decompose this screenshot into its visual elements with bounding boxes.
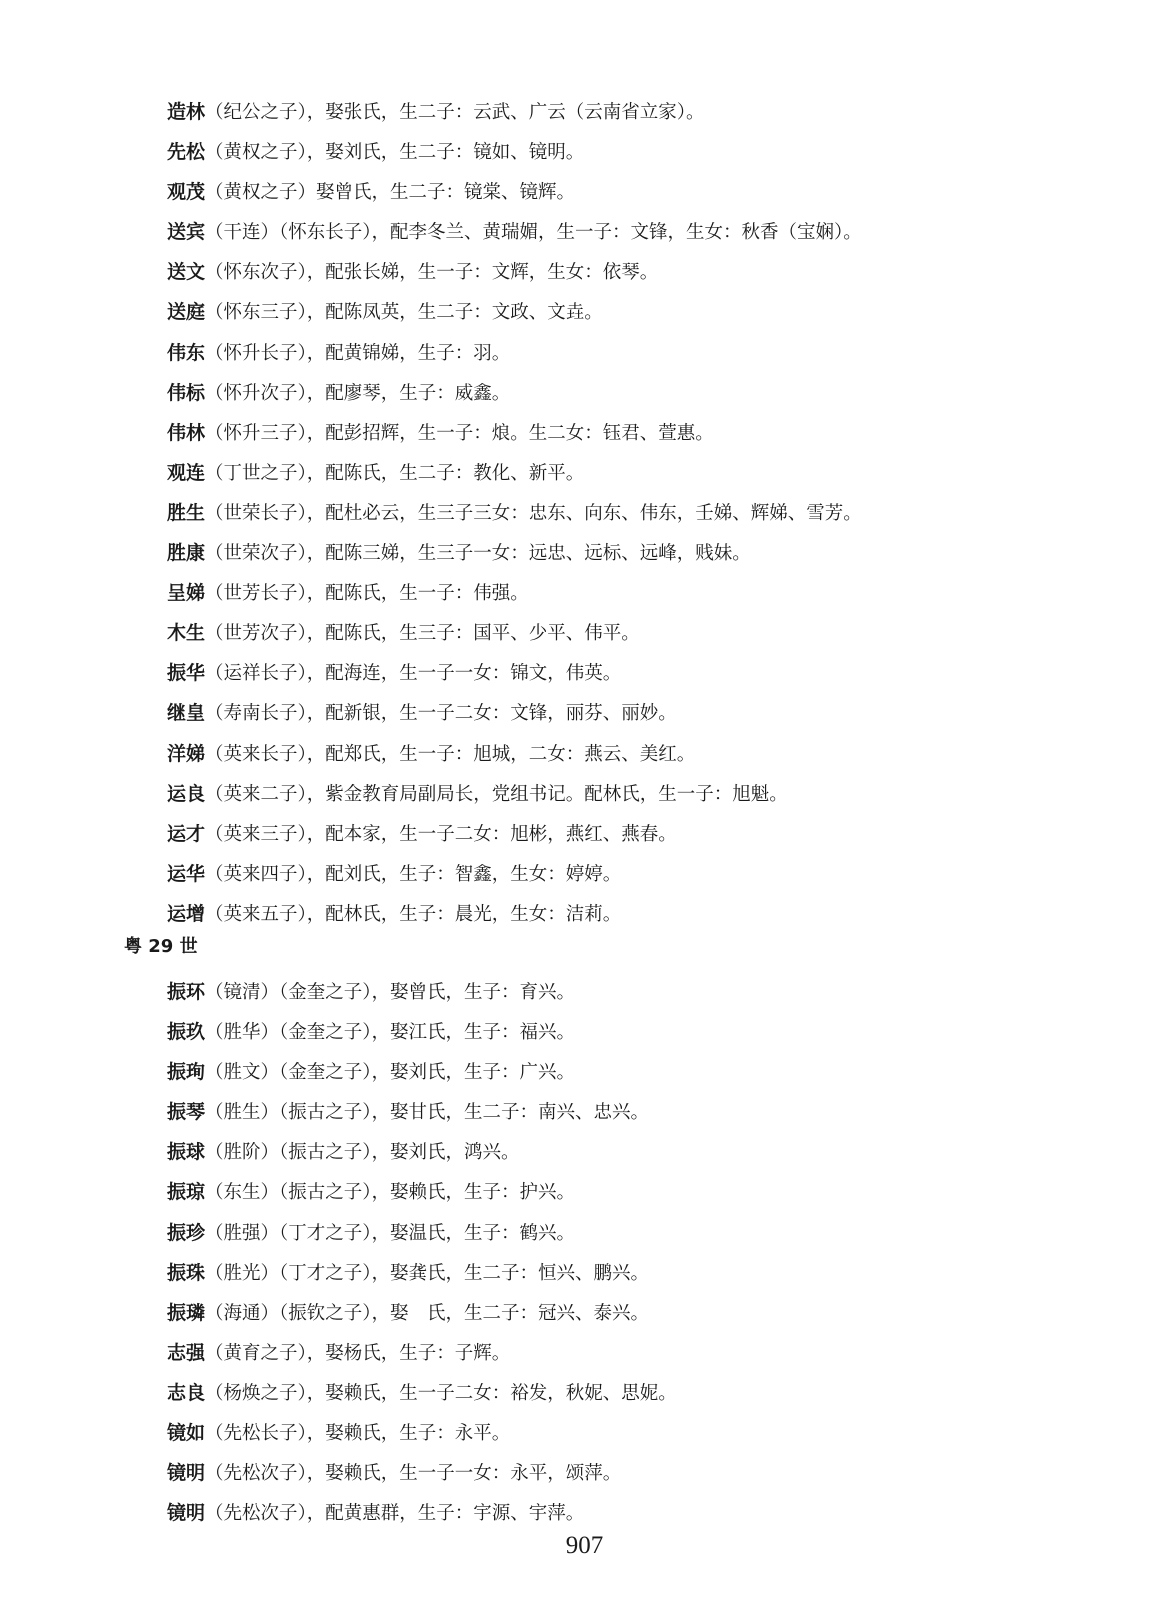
entry-text: （英来五子），配林氏，生子：晨光，生女：洁莉。 [205, 903, 622, 925]
entry-name: 伟林 [167, 421, 206, 444]
entry-text: （英来四子），配刘氏，生子：智鑫，生女：婷婷。 [205, 863, 622, 885]
entry-text: （世芳长子），配陈氏，生一子：伟强。 [205, 583, 529, 605]
entry-name: 振环 [167, 981, 206, 1003]
genealogy-entry [167, 453, 1127, 493]
genealogy-entry [167, 533, 1127, 573]
entry-text: （镜清）（金奎之子），娶曾氏，生子：育兴。 [205, 982, 576, 1003]
entry-text: （先松次子），娶赖氏，生一子一女：永平，颂萍。 [205, 1463, 622, 1485]
genealogy-entry [167, 573, 1127, 613]
entry-name: 振珣 [167, 1061, 206, 1084]
entry-name: 伟标 [167, 381, 206, 404]
entry-text: （东生）（振古之子），娶赖氏，生子：护兴。 [205, 1182, 576, 1204]
entry-name: 木生 [167, 622, 206, 645]
genealogy-entry [167, 1213, 1127, 1253]
entry-name: 送宾 [167, 221, 206, 244]
generation-heading: 粤 29 世 [124, 936, 198, 957]
entry-text: （黄权之子）娶曾氏，生二子：镜棠、镜辉。 [205, 182, 576, 204]
genealogy-entry [167, 252, 1127, 292]
entry-text: （黄育之子），娶杨氏，生子：子辉。 [205, 1342, 511, 1364]
entry-text: （胜光）（丁才之子），娶龚氏，生二子：恒兴、鹏兴。 [205, 1262, 650, 1284]
genealogy-entry [167, 1333, 1127, 1373]
entry-name: 镜明 [167, 1462, 206, 1485]
entry-text: （世荣次子），配陈三娣，生三子一女：远忠、远标、远峰，贱妹。 [205, 543, 751, 565]
entry-text: （英来二子），紫金教育局副局长，党组书记。配林氏，生一子：旭魁。 [205, 783, 788, 805]
entry-name: 振玖 [167, 1021, 206, 1044]
entry-name: 胜生 [167, 501, 206, 524]
genealogy-entry [167, 413, 1127, 453]
entry-text: （怀升三子），配彭招辉，生一子：烺。生二女：钰君、萱惠。 [205, 422, 714, 444]
entry-name: 胜康 [167, 542, 206, 565]
genealogy-entry [167, 493, 1127, 533]
genealogy-entry [167, 1293, 1127, 1333]
genealogy-entry [167, 1172, 1127, 1212]
entry-text: （运祥长子），配海连，生一子一女：锦文，伟英。 [205, 663, 622, 685]
entry-name: 观茂 [167, 181, 206, 204]
entry-name: 振球 [167, 1141, 206, 1164]
genealogy-entry [167, 212, 1127, 252]
genealogy-entry [167, 1373, 1127, 1413]
entry-name: 洋娣 [167, 742, 206, 765]
entry-name: 振华 [167, 662, 206, 685]
genealogy-entry [167, 132, 1127, 172]
entry-name: 振珍 [167, 1221, 206, 1244]
genealogy-entry [167, 92, 1127, 132]
entry-name: 造林 [167, 101, 206, 123]
genealogy-entry [167, 1012, 1127, 1052]
entry-name: 先松 [167, 141, 206, 164]
genealogy-entry [167, 333, 1127, 373]
genealogy-entry [167, 172, 1127, 212]
genealogy-entry [167, 1253, 1127, 1293]
genealogy-entry [167, 854, 1127, 894]
genealogy-entry [167, 1453, 1127, 1493]
entry-text: （怀升长子），配黄锦娣，生子：羽。 [205, 342, 511, 364]
entry-name: 运才 [167, 822, 206, 845]
entry-name: 志良 [167, 1381, 206, 1404]
entry-name: 镜如 [167, 1422, 206, 1445]
genealogy-entry [167, 613, 1127, 653]
entry-list-before [167, 92, 1127, 934]
genealogy-entry [167, 693, 1127, 733]
entry-name: 振琼 [167, 1181, 206, 1204]
entry-text: （干连）（怀东长子），配李冬兰、黄瑞媚，生一子：文锋，生女：秋香（宝娴）。 [205, 222, 862, 244]
entry-text: （英来三子），配本家，生一子二女：旭彬，燕红、燕春。 [205, 823, 677, 845]
entry-text: （怀东三子），配陈凤英，生二子：文政、文垚。 [205, 302, 603, 324]
entry-text: （先松次子），配黄惠群，生子：宇源、宇萍。 [205, 1503, 585, 1525]
entry-text: （胜生）（振古之子），娶甘氏，生二子：南兴、忠兴。 [205, 1102, 650, 1124]
entry-text: （胜强）（丁才之子），娶温氏，生子：鹤兴。 [205, 1222, 576, 1244]
genealogy-entry [167, 1092, 1127, 1132]
genealogy-entry [167, 1052, 1127, 1092]
genealogy-entry [167, 653, 1127, 693]
entry-text: （寿南长子），配新银，生一子二女：文锋，丽芬、丽妙。 [205, 703, 677, 725]
entry-text: （海通）（振钦之子），娶 氏，生二子：冠兴、泰兴。 [205, 1302, 650, 1324]
entry-text: （胜华）（金奎之子），娶江氏，生子：福兴。 [205, 1022, 576, 1044]
entry-name: 送庭 [167, 301, 206, 324]
entry-name: 振珠 [167, 1261, 206, 1284]
entry-name: 振琴 [167, 1101, 206, 1124]
entry-name: 镜明 [167, 1502, 206, 1525]
entry-text: （胜阶）（振古之子），娶刘氏，鸿兴。 [205, 1142, 520, 1164]
genealogy-entry [167, 1413, 1127, 1453]
genealogy-entry [167, 1493, 1127, 1533]
genealogy-entry [167, 373, 1127, 413]
entry-name: 志强 [167, 1341, 206, 1364]
genealogy-entry [167, 894, 1127, 934]
page-number: 907 [565, 1532, 604, 1559]
entry-name: 运良 [167, 782, 206, 805]
entry-text: （世荣长子），配杜必云，生三子三女：忠东、向东、伟东，壬娣、辉娣、雪芳。 [205, 502, 862, 524]
genealogy-entry [167, 814, 1127, 854]
entry-text: （怀升次子），配廖琴，生子：威鑫。 [205, 382, 511, 404]
entry-name: 伟东 [167, 341, 206, 364]
entry-text: （黄权之子），娶刘氏，生二子：镜如、镜明。 [205, 142, 585, 164]
genealogy-entry [167, 1132, 1127, 1172]
genealogy-entry [167, 972, 1127, 1012]
entry-text: （胜文）（金奎之子），娶刘氏，生子：广兴。 [205, 1062, 576, 1084]
entry-name: 继皇 [167, 702, 206, 725]
entry-text: （丁世之子），配陈氏，生二子：教化、新平。 [205, 462, 585, 484]
entry-name: 呈娣 [167, 582, 206, 605]
entry-name: 运增 [167, 902, 206, 925]
entry-text: （英来长子），配郑氏，生一子：旭城，二女：燕云、美红。 [205, 743, 696, 765]
entry-text: （杨焕之子），娶赖氏，生一子二女：裕发，秋妮、思妮。 [205, 1382, 677, 1404]
genealogy-entry [167, 292, 1127, 332]
entry-name: 振璘 [167, 1301, 206, 1324]
entry-text: （先松长子），娶赖氏，生子：永平。 [205, 1423, 511, 1445]
entry-text: （纪公之子），娶张氏，生二子：云武、广云（云南省立家）。 [205, 102, 705, 123]
entry-name: 运华 [167, 862, 206, 885]
genealogy-entry [167, 774, 1127, 814]
entry-name: 观连 [167, 461, 206, 484]
entry-list-after [167, 972, 1127, 1533]
entry-text: （怀东次子），配张长娣，生一子：文辉，生女：依琴。 [205, 262, 659, 284]
genealogy-entry [167, 734, 1127, 774]
entry-text: （世芳次子），配陈氏，生三子：国平、少平、伟平。 [205, 623, 640, 645]
entry-name: 送文 [167, 261, 206, 284]
